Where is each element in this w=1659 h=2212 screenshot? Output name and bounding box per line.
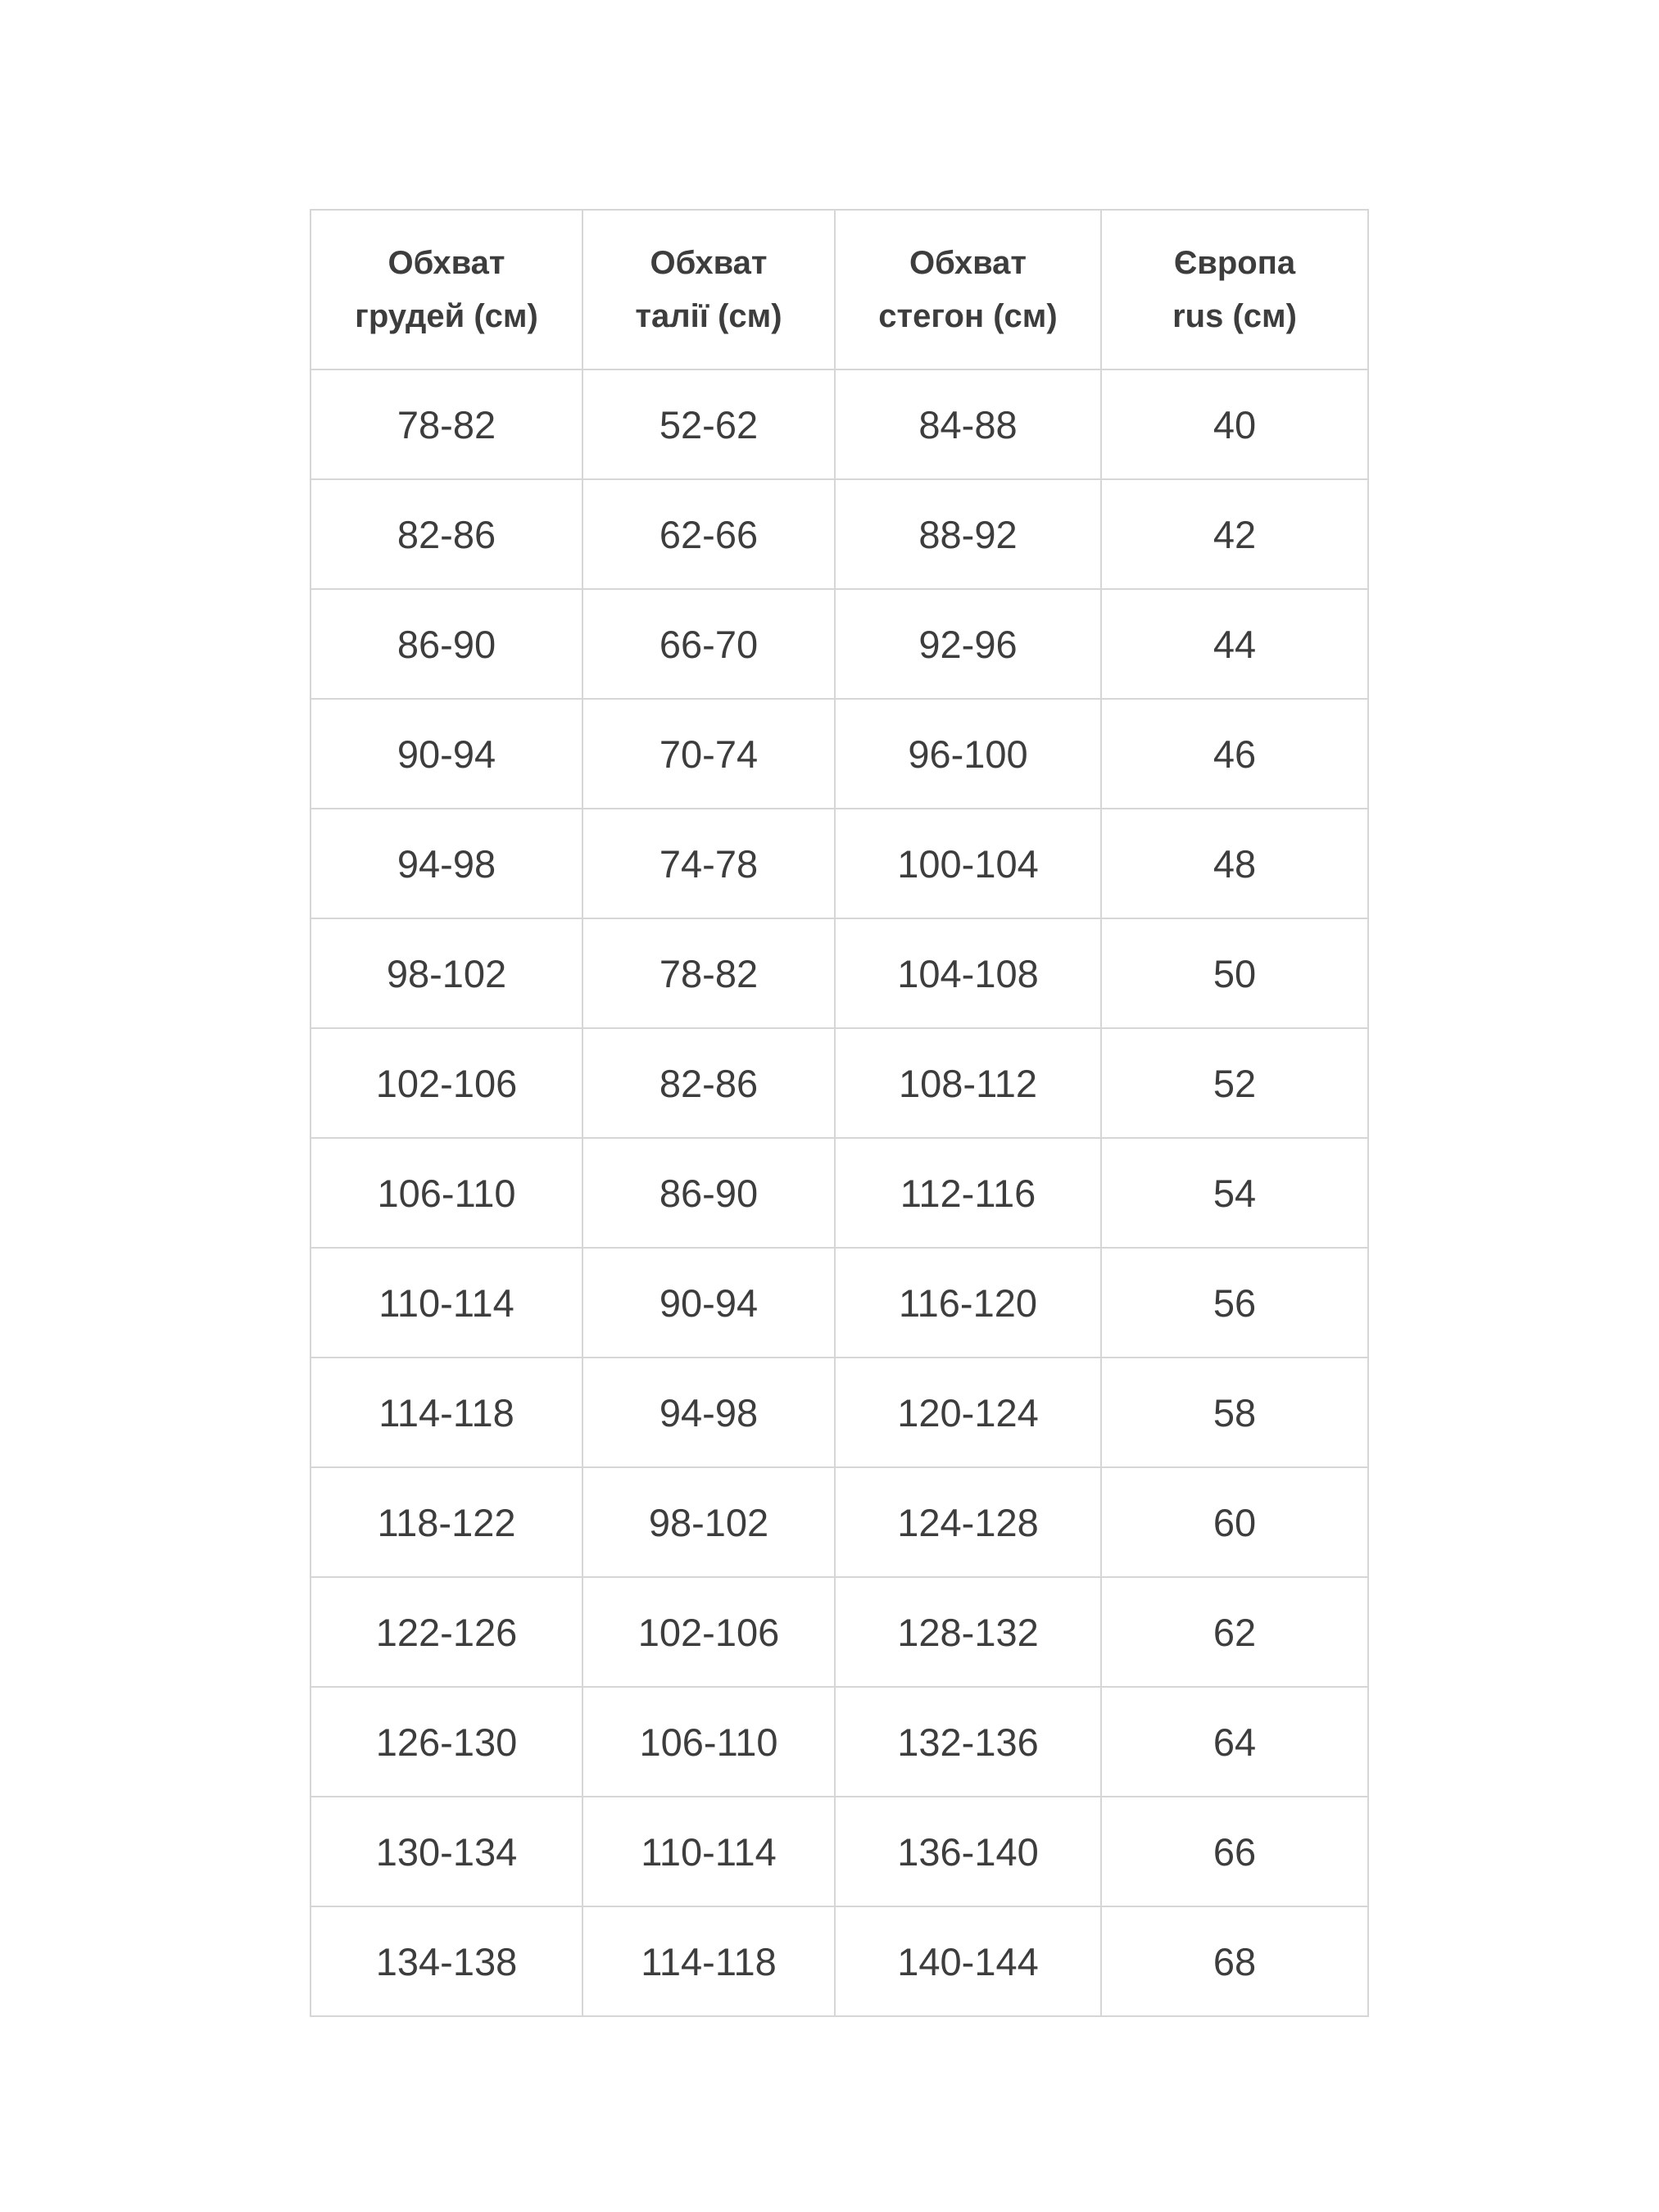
table-row — [310, 1906, 1368, 2016]
cell-hips: 120-124 — [835, 1358, 1101, 1467]
cell-eu-size: 62 — [1101, 1577, 1368, 1687]
cell-waist: 94-98 — [582, 1358, 835, 1467]
cell-waist: 82-86 — [582, 1028, 835, 1138]
cell-eu-size: 58 — [1101, 1358, 1368, 1467]
cell-waist: 106-110 — [582, 1687, 835, 1797]
cell-eu-size: 48 — [1101, 809, 1368, 918]
cell-eu-size: 40 — [1101, 369, 1368, 479]
column-header-hips — [835, 210, 1101, 369]
column-header-waist-line1: Обхват — [650, 244, 768, 281]
cell-hips: 104-108 — [835, 918, 1101, 1028]
cell-eu-size: 44 — [1101, 589, 1368, 699]
cell-chest: 134-138 — [310, 1906, 582, 2016]
cell-eu-size: 66 — [1101, 1797, 1368, 1906]
cell-chest: 110-114 — [310, 1248, 582, 1358]
cell-hips: 112-116 — [835, 1138, 1101, 1248]
cell-chest: 106-110 — [310, 1138, 582, 1248]
cell-hips: 92-96 — [835, 589, 1101, 699]
cell-chest: 114-118 — [310, 1358, 582, 1467]
cell-chest: 86-90 — [310, 589, 582, 699]
cell-hips: 108-112 — [835, 1028, 1101, 1138]
cell-hips: 88-92 — [835, 479, 1101, 589]
table-row — [310, 479, 1368, 589]
column-header-eu-size-line1: Європа — [1173, 244, 1296, 281]
cell-waist: 78-82 — [582, 918, 835, 1028]
cell-hips: 116-120 — [835, 1248, 1101, 1358]
column-header-eu-size — [1101, 210, 1368, 369]
table-row — [310, 1577, 1368, 1687]
cell-eu-size: 68 — [1101, 1906, 1368, 2016]
cell-chest: 90-94 — [310, 699, 582, 809]
table-header — [310, 210, 1368, 369]
cell-chest: 126-130 — [310, 1687, 582, 1797]
size-chart-container — [310, 209, 1369, 2017]
cell-eu-size: 56 — [1101, 1248, 1368, 1358]
table-row — [310, 1138, 1368, 1248]
column-header-eu-size-line2: rus (см) — [1172, 297, 1297, 334]
cell-waist: 102-106 — [582, 1577, 835, 1687]
cell-eu-size: 64 — [1101, 1687, 1368, 1797]
cell-waist: 114-118 — [582, 1906, 835, 2016]
cell-waist: 74-78 — [582, 809, 835, 918]
table-row — [310, 1248, 1368, 1358]
cell-chest: 122-126 — [310, 1577, 582, 1687]
cell-chest: 94-98 — [310, 809, 582, 918]
table-row — [310, 809, 1368, 918]
column-header-chest-line1: Обхват — [388, 244, 505, 281]
cell-eu-size: 52 — [1101, 1028, 1368, 1138]
table-row — [310, 369, 1368, 479]
cell-waist: 86-90 — [582, 1138, 835, 1248]
cell-hips: 84-88 — [835, 369, 1101, 479]
cell-hips: 100-104 — [835, 809, 1101, 918]
table-row — [310, 589, 1368, 699]
column-header-chest — [310, 210, 582, 369]
cell-hips: 140-144 — [835, 1906, 1101, 2016]
cell-chest: 98-102 — [310, 918, 582, 1028]
cell-eu-size: 54 — [1101, 1138, 1368, 1248]
cell-hips: 96-100 — [835, 699, 1101, 809]
column-header-waist-line2: талії (см) — [635, 297, 782, 334]
table-row — [310, 1797, 1368, 1906]
cell-chest: 130-134 — [310, 1797, 582, 1906]
column-header-hips-line1: Обхват — [909, 244, 1027, 281]
cell-waist: 98-102 — [582, 1467, 835, 1577]
column-header-hips-line2: стегон (см) — [878, 297, 1058, 334]
table-body — [310, 369, 1368, 2016]
cell-chest: 78-82 — [310, 369, 582, 479]
cell-chest: 102-106 — [310, 1028, 582, 1138]
cell-waist: 66-70 — [582, 589, 835, 699]
cell-waist: 52-62 — [582, 369, 835, 479]
cell-eu-size: 60 — [1101, 1467, 1368, 1577]
table-row — [310, 1687, 1368, 1797]
column-header-chest-line2: грудей (см) — [355, 297, 538, 334]
table-row — [310, 1028, 1368, 1138]
cell-waist: 62-66 — [582, 479, 835, 589]
table-row — [310, 1467, 1368, 1577]
cell-chest: 82-86 — [310, 479, 582, 589]
cell-waist: 70-74 — [582, 699, 835, 809]
cell-hips: 132-136 — [835, 1687, 1101, 1797]
header-row — [310, 210, 1368, 369]
table-row — [310, 918, 1368, 1028]
cell-waist: 110-114 — [582, 1797, 835, 1906]
cell-waist: 90-94 — [582, 1248, 835, 1358]
size-chart-table — [310, 209, 1369, 2017]
cell-hips: 124-128 — [835, 1467, 1101, 1577]
cell-eu-size: 42 — [1101, 479, 1368, 589]
cell-eu-size: 50 — [1101, 918, 1368, 1028]
cell-hips: 136-140 — [835, 1797, 1101, 1906]
cell-chest: 118-122 — [310, 1467, 582, 1577]
cell-hips: 128-132 — [835, 1577, 1101, 1687]
cell-eu-size: 46 — [1101, 699, 1368, 809]
table-row — [310, 699, 1368, 809]
table-row — [310, 1358, 1368, 1467]
column-header-waist — [582, 210, 835, 369]
